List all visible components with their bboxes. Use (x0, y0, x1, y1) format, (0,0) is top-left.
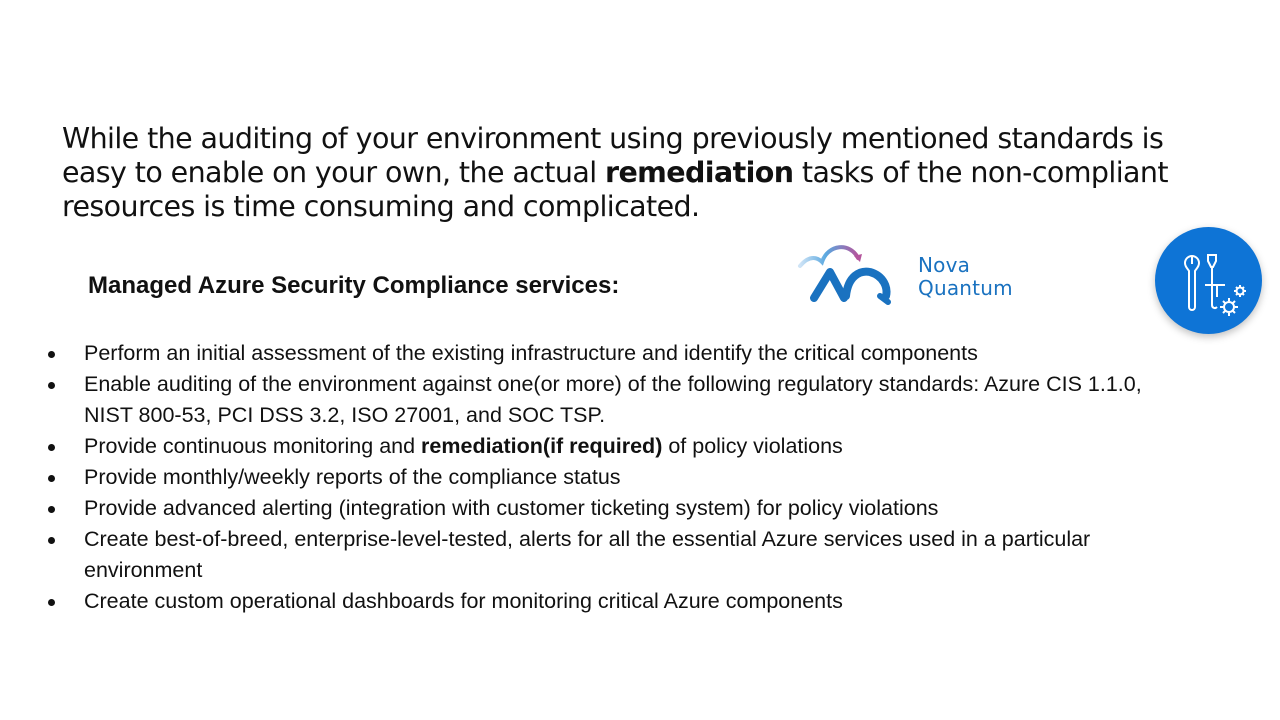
tools-badge (1155, 227, 1262, 334)
bullet-icon (48, 506, 55, 513)
logo-wordmark (918, 254, 1013, 300)
intro-text: While the auditing of your environment using previously mentioned standards is easy to enable on your own, the actual (62, 122, 1164, 189)
intro-paragraph (62, 122, 1202, 224)
intro-text-end: tasks of the non-compliant resources is time consuming and complicated. (62, 156, 1168, 223)
bullet-icon (48, 599, 55, 606)
list-item: Provide monthly/weekly reports of the compliance status (40, 462, 1170, 493)
bullet-icon (48, 382, 55, 389)
logo-line-1: Nova (918, 253, 971, 277)
list-item: Provide advanced alerting (integration with customer ticketing system) for policy violations (40, 493, 1170, 524)
intro-bold-text: remediation (604, 156, 794, 189)
list-item: Provide continuous monitoring and remediation(if required) of policy violations (40, 431, 1170, 462)
list-item: Create custom operational dashboards for monitoring critical Azure components (40, 586, 1170, 617)
nova-quantum-logo (796, 240, 1036, 310)
list-item: Create best-of-breed, enterprise-level-tested, alerts for all the essential Azure services used in a particular environment (40, 524, 1170, 586)
bullet-icon (48, 537, 55, 544)
list-item: Perform an initial assessment of the existing infrastructure and identify the critical components (40, 338, 1170, 369)
tools-gears-icon (1155, 227, 1262, 334)
bullet-icon (48, 351, 55, 358)
bullet-icon (48, 475, 55, 482)
logo-line-2: Quantum (918, 276, 1013, 300)
services-list (40, 338, 1170, 617)
list-item: Enable auditing of the environment against one(or more) of the following regulatory standards: Azure CIS 1.1.0, NIST 800-53, PCI DSS 3.2, ISO 27001, and SOC TSP. (40, 369, 1170, 431)
section-title: Managed Azure Security Compliance services: (88, 272, 620, 299)
bullet-icon (48, 444, 55, 451)
nova-quantum-logo-icon (796, 240, 916, 310)
